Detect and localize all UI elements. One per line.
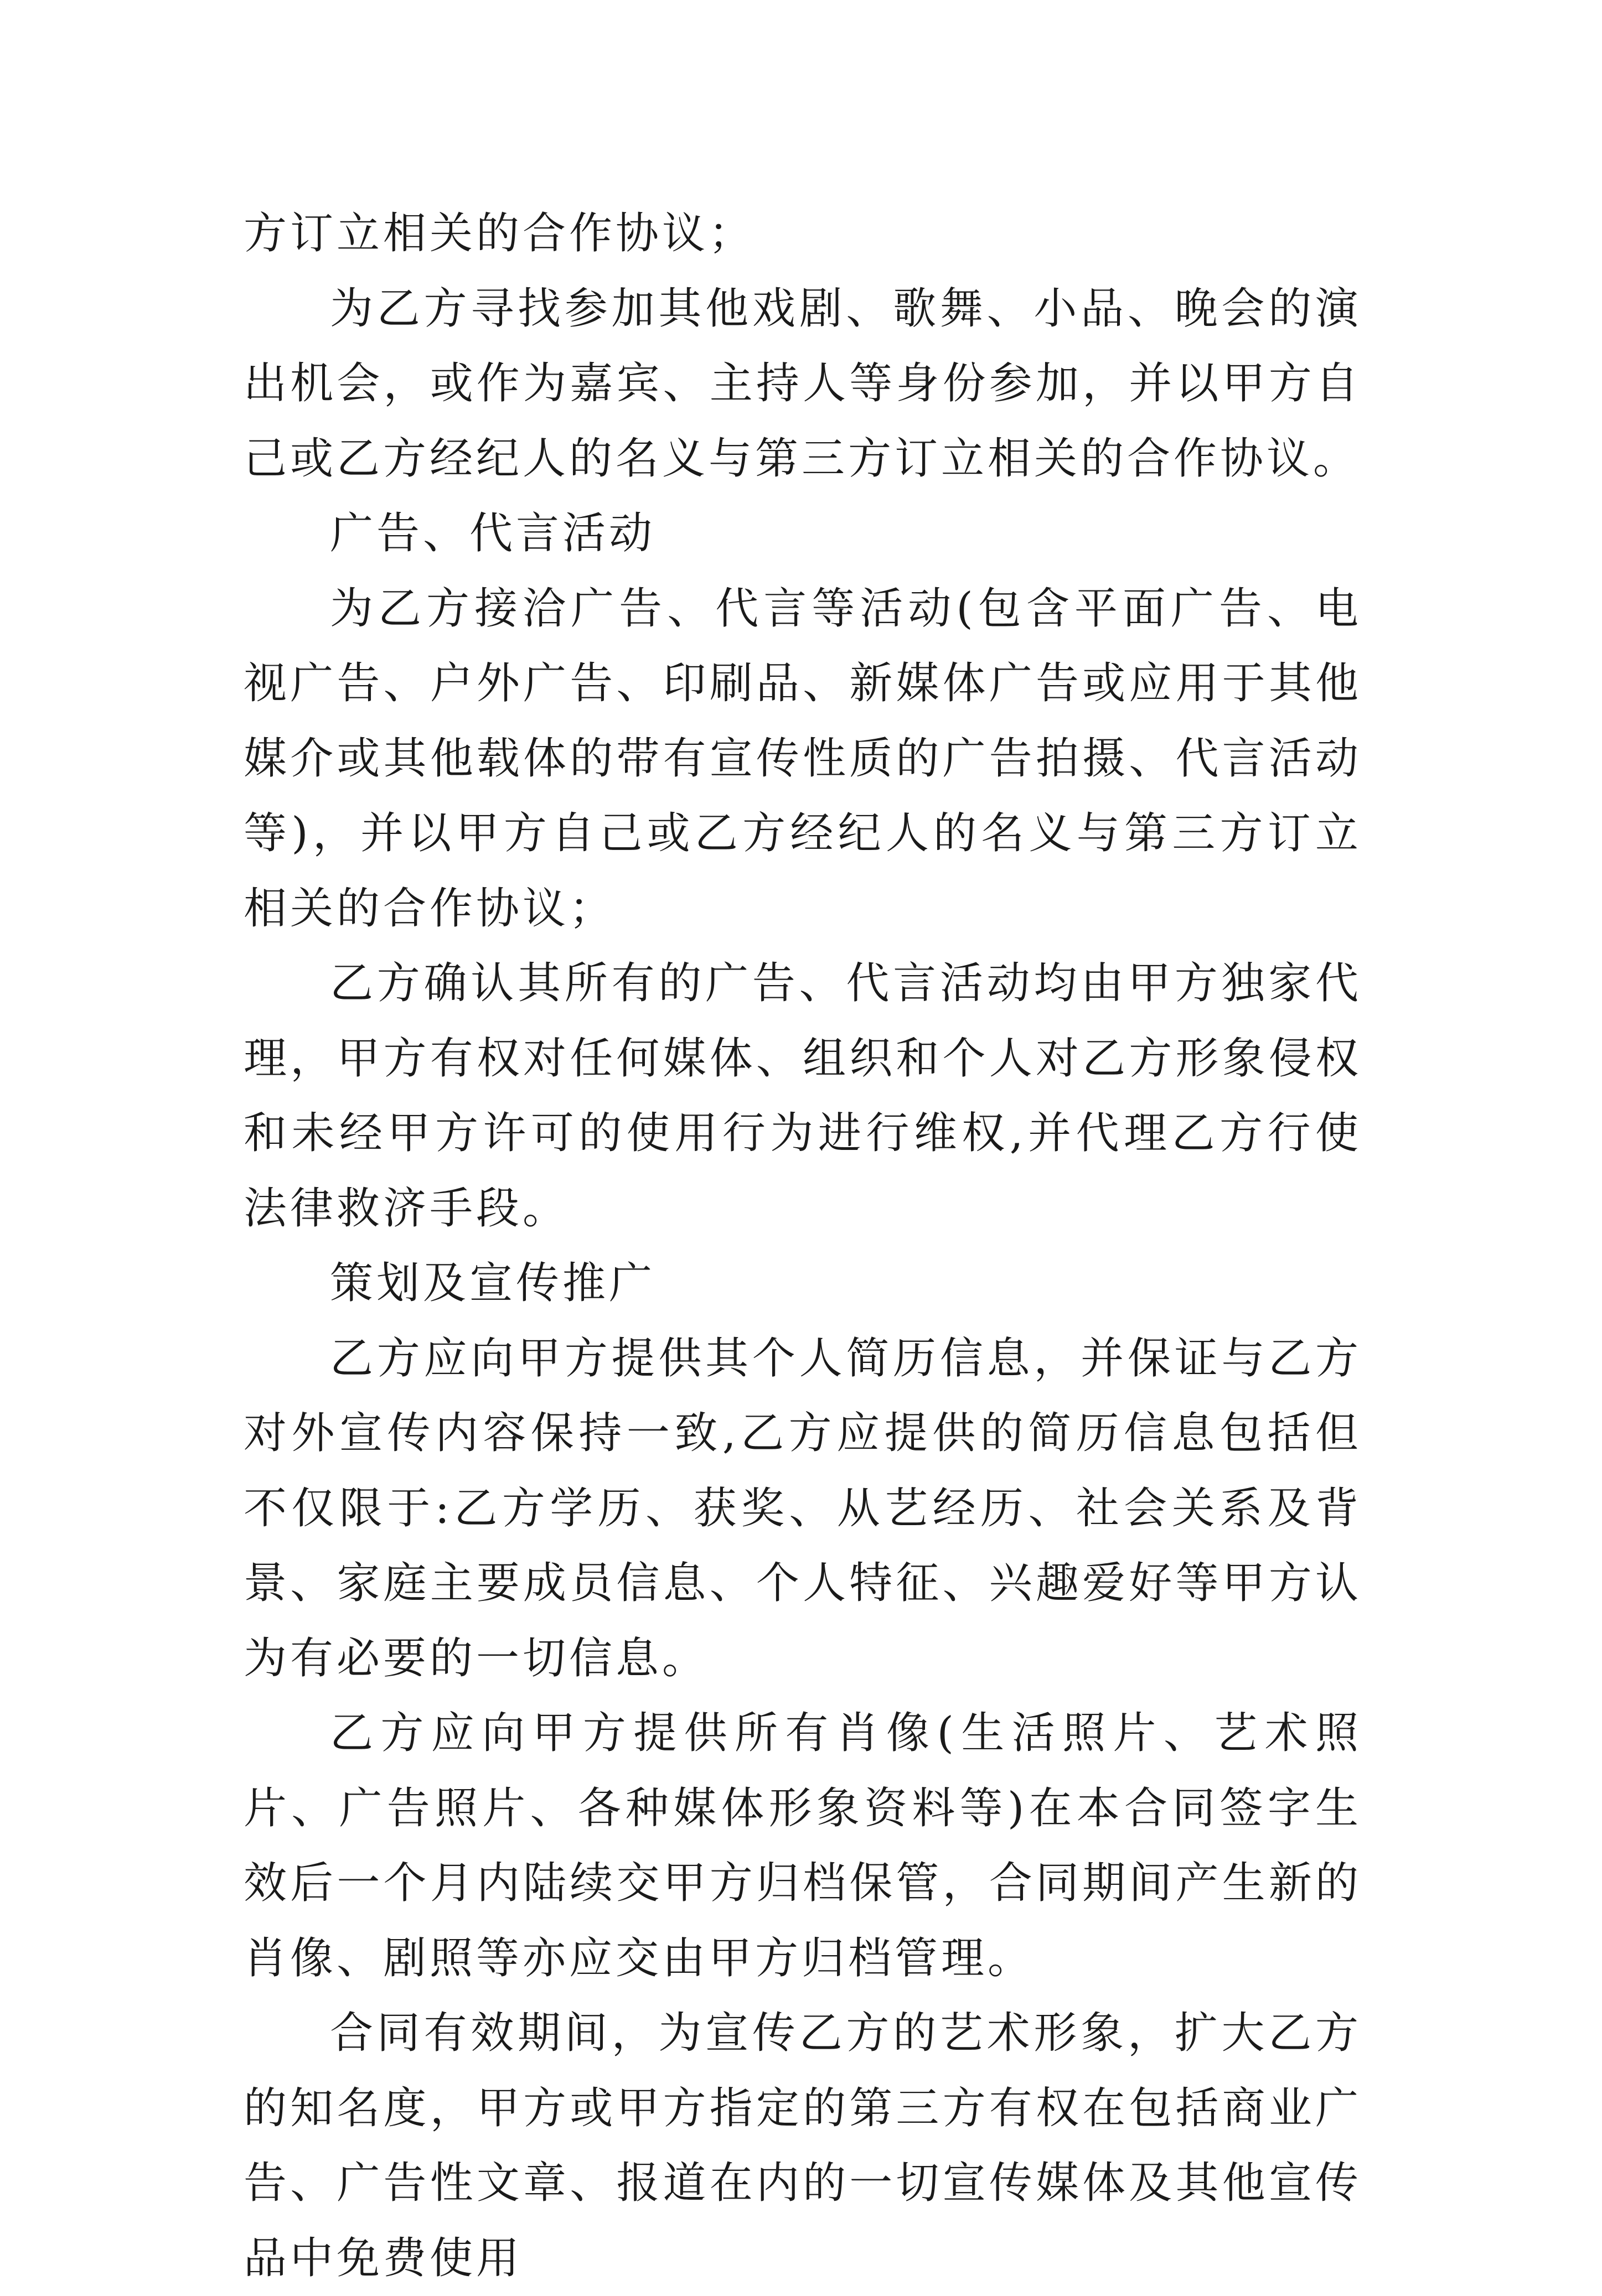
paragraph-resume-info: 乙方应向甲方提供其个人简历信息，并保证与乙方对外宣传内容保持一致,乙方应提供的简历信息包括但不仅限于:乙方学历、获奖、从艺经历、社会关系及背景、家庭主要成员信息、个人特征、兴趣爱好等甲方认为有必要的一切信息。 bbox=[244, 1333, 1362, 1683]
paragraph-portraits: 乙方应向甲方提供所有肖像(生活照片、艺术照片、广告照片、各种媒体形象资料等)在本合同签字生效后一个月内陆续交甲方归档保管，合同期间产生新的肖像、剧照等亦应交由甲方归档管理。 bbox=[244, 1708, 1362, 1983]
paragraph-publicity-rights: 合同有效期间，为宣传乙方的艺术形象，扩大乙方的知名度，甲方或甲方指定的第三方有权在包括商业广告、广告性文章、报道在内的一切宣传媒体及其他宣传品中免费使用 bbox=[244, 2008, 1362, 2283]
paragraph-performance-opportunities: 为乙方寻找参加其他戏剧、歌舞、小品、晚会的演出机会，或作为嘉宾、主持人等身份参加，并以甲方自己或乙方经纪人的名义与第三方订立相关的合作协议。 bbox=[244, 283, 1362, 484]
paragraph-exclusive-agency: 乙方确认其所有的广告、代言活动均由甲方独家代理，甲方有权对任何媒体、组织和个人对乙方形象侵权和未经甲方许可的使用行为进行维权,并代理乙方行使法律救济手段。 bbox=[244, 958, 1362, 1233]
section-heading-promotion: 策划及宣传推广 bbox=[330, 1258, 656, 1308]
paragraph-advertising-activities: 为乙方接洽广告、代言等活动(包含平面广告、电视广告、户外广告、印刷品、新媒体广告或应用于其他媒介或其他载体的带有宣传性质的广告拍摄、代言活动等)，并以甲方自己或乙方经纪人的名义与第三方订立相关的合作协议； bbox=[244, 583, 1362, 934]
section-heading-advertising: 广告、代言活动 bbox=[330, 509, 656, 558]
paragraph-continuation: 方订立相关的合作协议； bbox=[244, 209, 756, 258]
document-body bbox=[244, 196, 1362, 2296]
